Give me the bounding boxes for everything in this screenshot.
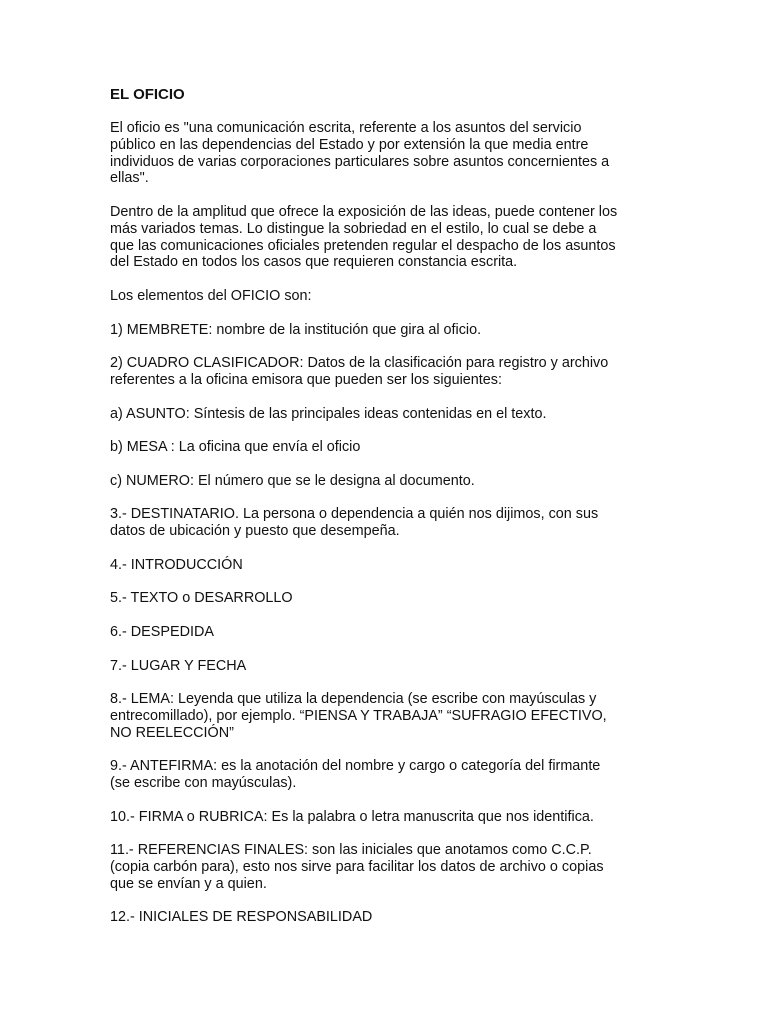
paragraph-line: Dentro de la amplitud que ofrece la exposición de las ideas, puede contener los xyxy=(110,203,618,220)
paragraph-line: 8.- LEMA: Leyenda que utiliza la dependencia (se escribe con mayúsculas y xyxy=(110,691,597,708)
paragraph xyxy=(110,590,670,607)
paragraph xyxy=(110,473,670,490)
paragraph-line: El oficio es "una comunicación escrita, referente a los asuntos del servicio xyxy=(110,120,582,136)
paragraph-line: (se escribe con mayúsculas). xyxy=(110,775,297,792)
paragraph-line: 10.- FIRMA o RUBRICA: Es la palabra o letra manuscrita que nos identifica. xyxy=(110,808,594,825)
paragraph xyxy=(110,691,670,741)
document-title: EL OFICIO xyxy=(110,86,185,103)
paragraph-line: 12.- INICIALES DE RESPONSABILIDAD xyxy=(110,909,373,926)
paragraph xyxy=(110,439,670,456)
paragraph-line: Los elementos del OFICIO son: xyxy=(110,287,312,304)
paragraph-line: 2) CUADRO CLASIFICADOR: Datos de la clasificación para registro y archivo xyxy=(110,355,609,372)
paragraph xyxy=(110,809,670,826)
paragraph xyxy=(110,909,670,926)
paragraph-line: que se envían y a quien. xyxy=(110,875,267,892)
paragraph xyxy=(110,322,670,339)
paragraph-line: del Estado en todos los casos que requieren constancia escrita. xyxy=(110,254,518,271)
paragraph xyxy=(110,557,670,574)
paragraph xyxy=(110,624,670,641)
paragraph-line: 4.- INTRODUCCIÓN xyxy=(110,556,243,573)
paragraph-line: referentes a la oficina emisora que pueden ser los siguientes: xyxy=(110,371,502,388)
paragraph xyxy=(110,758,670,792)
paragraph-line: a) ASUNTO: Síntesis de las principales ideas contenidas en el texto. xyxy=(110,405,547,422)
paragraph-line: que las comunicaciones oficiales pretenden regular el despacho de los asuntos xyxy=(110,237,616,254)
paragraph-line: 3.- DESTINATARIO. La persona o dependencia a quién nos dijimos, con sus xyxy=(110,506,599,523)
paragraph xyxy=(110,355,670,389)
paragraph-line: entrecomillado), por ejemplo. “PIENSA Y TRABAJA” “SUFRAGIO EFECTIVO, xyxy=(110,707,607,724)
paragraph-line: 5.- TEXTO o DESARROLLO xyxy=(110,590,293,607)
paragraph-line: ellas". xyxy=(110,170,149,187)
paragraph xyxy=(110,658,670,675)
paragraph xyxy=(110,506,670,540)
paragraph-line: más variados temas. Lo distingue la sobriedad en el estilo, lo cual se debe a xyxy=(110,220,597,237)
paragraph-line: c) NUMERO: El número que se le designa al documento. xyxy=(110,472,475,489)
paragraph xyxy=(110,120,670,187)
paragraph xyxy=(110,406,670,423)
paragraph-line: b) MESA : La oficina que envía el oficio xyxy=(110,439,361,456)
paragraph-line: 11.- REFERENCIAS FINALES: son las iniciales que anotamos como C.C.P. xyxy=(110,842,592,859)
paragraph-line: 9.- ANTEFIRMA: es la anotación del nombre y cargo o categoría del firmante xyxy=(110,758,601,775)
paragraph-line: público en las dependencias del Estado y por extensión la que media entre xyxy=(110,136,589,153)
paragraph-line: individuos de varias corporaciones particulares sobre asuntos concernientes a xyxy=(110,153,610,170)
paragraph xyxy=(110,842,670,892)
paragraph-line: 1) MEMBRETE: nombre de la institución que gira al oficio. xyxy=(110,321,482,338)
document-body xyxy=(110,86,670,943)
paragraph-line: datos de ubicación y puesto que desempeña. xyxy=(110,523,400,540)
paragraph-line: NO REELECCIÓN” xyxy=(110,724,234,741)
paragraph-line: (copia carbón para), esto nos sirve para facilitar los datos de archivo o copias xyxy=(110,859,604,876)
paragraph-line: 6.- DESPEDIDA xyxy=(110,623,214,640)
paragraph-line: 7.- LUGAR Y FECHA xyxy=(110,657,247,674)
paragraph-list xyxy=(110,120,670,926)
paragraph xyxy=(110,288,670,305)
paragraph xyxy=(110,204,670,271)
